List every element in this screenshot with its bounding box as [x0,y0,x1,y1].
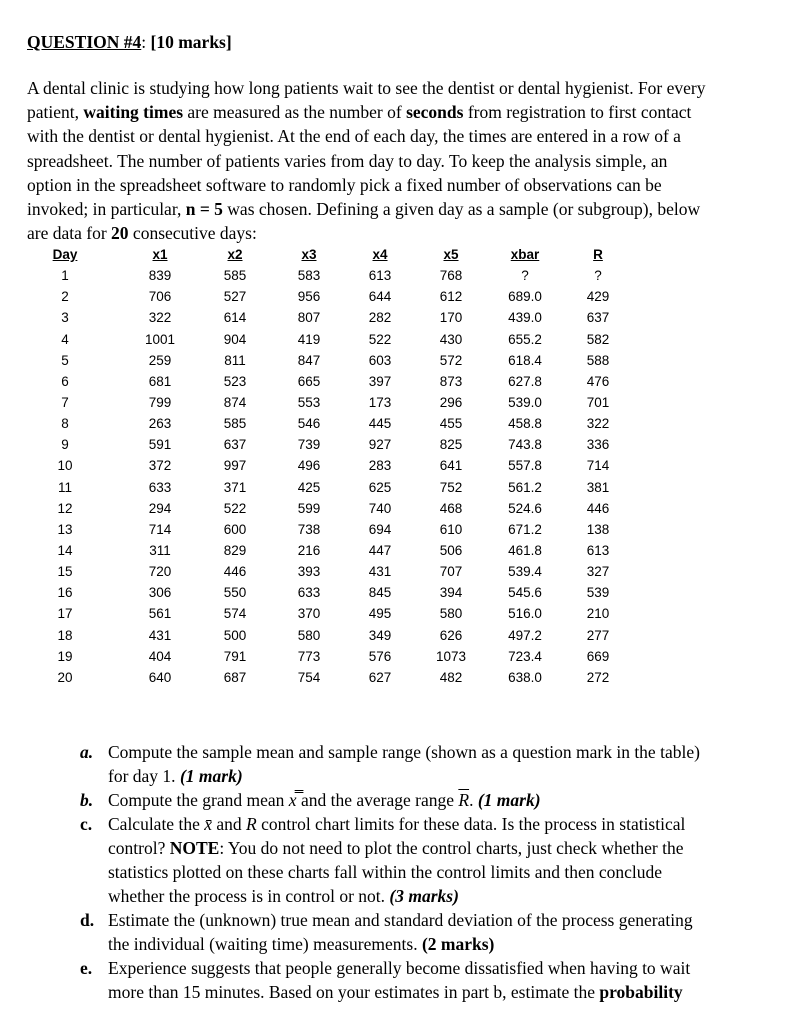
table-header-cell: x2 [227,247,243,262]
intro-text: patient, [27,102,84,123]
table-cell: 791 [223,648,247,664]
table-cell: 707 [439,564,463,580]
intro-emphasis: waiting times [83,102,184,123]
table-cell: 603 [368,352,392,368]
question-marks: (3 marks) [389,886,459,906]
question-text: the individual (waiting time) measurements. [108,934,422,954]
question-text: Compute the sample mean and sample range (shown as a question mark in the table) [108,742,700,762]
question-text: control? [108,838,170,858]
table-cell: 425 [297,479,321,495]
question-label: c. [80,814,93,834]
table-cell: 997 [223,458,247,474]
table-cell: 580 [297,627,321,643]
table-cell: 522 [368,331,392,347]
intro-emphasis: n [185,198,196,219]
table-cell: 259 [148,352,172,368]
intro-text: with the dentist or dental hygienist. At the end of each day, the times are entered in a row of a [27,126,681,147]
table-cell: 694 [368,521,392,537]
table-header-cell: x5 [443,247,459,262]
question-text: control chart limits for these data. Is the process in statistical [256,814,686,834]
heading-separator: : [141,32,151,52]
question-text: . [469,790,478,810]
table-cell: 599 [297,500,321,516]
table-cell: 689.0 [508,289,542,305]
table-cell: 638.0 [508,669,542,685]
question-text [108,884,800,908]
table-cell: 311 [149,542,171,558]
question-text: and the average range [296,790,459,810]
range-symbol: R [246,814,257,834]
table-cell: 561.2 [508,479,542,495]
table-cell: 752 [439,479,463,495]
table-cell: 5 [61,352,69,368]
grand-mean-symbol: x̿ [288,790,297,810]
intro-line [27,124,747,148]
table-cell: 627 [368,669,392,685]
question-e [80,956,800,1004]
table-cell: 322 [586,416,610,432]
table-cell: 13 [57,521,73,537]
table-cell: 173 [368,394,392,410]
table-cell: 524.6 [508,500,542,516]
question-text: statistics plotted on these charts fall within the control limits and then conclude [108,862,663,882]
table-cell: 550 [223,585,247,601]
table-cell: 627.8 [508,373,542,389]
table-cell: 576 [368,648,392,664]
table-cell: 574 [223,606,247,622]
table-cell: 927 [368,437,392,453]
table-header-cell: Day [52,247,78,262]
table-cell: 829 [223,542,247,558]
intro-text: option in the spreadsheet software to randomly pick a fixed number of observations can be [27,174,662,195]
question-marks: [10 marks] [150,32,232,52]
table-cell: 588 [586,352,610,368]
table-cell: 372 [148,458,172,474]
table-cell: 393 [297,564,321,580]
question-label: b. [80,790,94,810]
table-cell: 799 [148,394,172,410]
table-cell: 1 [61,268,69,284]
intro-line [27,149,747,173]
table-cell: 14 [57,542,73,558]
table-cell: 874 [223,394,247,410]
table-cell: 439.0 [508,310,542,326]
table-cell: 455 [439,416,463,432]
table-cell: 6 [61,373,69,389]
table-cell: 282 [368,310,392,326]
table-cell: 754 [297,669,321,685]
table-cell: 618.4 [508,352,542,368]
table-cell: 419 [297,331,321,347]
table-cell: 546 [297,416,321,432]
question-list [80,740,800,1004]
intro-text: invoked; in particular, [27,198,186,219]
table-cell: 640 [148,669,172,685]
table-cell: 671.2 [508,521,542,537]
table-cell: 447 [368,542,392,558]
table-cell: 539.4 [508,564,542,580]
table-cell: 539 [586,585,610,601]
table-cell: 637 [223,437,247,453]
table-header-cell: x3 [301,247,317,262]
table-cell: 2 [61,289,69,305]
table-header-cell: x4 [372,247,388,262]
table-cell: 612 [439,289,463,305]
table-cell: 11 [57,479,72,495]
table-cell: 845 [368,585,392,601]
table-cell: 633 [148,479,172,495]
table-cell: 322 [148,310,172,326]
table-cell: 431 [368,564,392,580]
table-cell: 283 [368,458,392,474]
table-cell: 768 [439,268,463,284]
table-cell: 523 [223,373,247,389]
question-marks: (1 mark) [179,766,243,786]
table-cell: 557.8 [508,458,542,474]
table-cell: 580 [439,606,463,622]
table-cell: 17 [57,606,73,622]
question-text: more than 15 minutes. Based on your estimates in part b, estimate the [108,982,600,1002]
table-cell: 585 [223,268,247,284]
table-cell: 263 [148,416,172,432]
table-cell: 539.0 [508,394,542,410]
table-cell: 381 [586,479,610,495]
table-cell: 614 [223,310,247,326]
table-cell: 430 [439,331,463,347]
table-cell: 956 [297,289,321,305]
table-cell: 644 [368,289,392,305]
table-cell: 8 [61,416,69,432]
table-cell: 349 [368,627,392,643]
table-cell: 720 [148,564,172,580]
question-emphasis: probability [599,982,683,1002]
intro-emphasis: 5 [214,198,223,219]
table-cell: 582 [586,331,610,347]
table-cell: 482 [439,669,463,685]
table-cell: 10 [57,458,73,474]
intro-text: consecutive days: [128,223,257,244]
table-cell: 873 [439,373,463,389]
intro-text: was chosen. Defining a given day as a sample (or subgroup), below [222,198,701,219]
question-d [80,908,800,956]
question-text: for day 1. [108,766,180,786]
table-cell: 216 [297,542,321,558]
table-cell: 811 [224,352,246,368]
table-cell: 9 [61,437,69,453]
table-cell: 370 [297,606,321,622]
question-text: whether the process is in control or not. [108,886,390,906]
intro-paragraph [27,76,747,245]
table-cell: 847 [297,352,321,368]
table-cell: 825 [439,437,463,453]
table-cell: 445 [368,416,392,432]
table-cell: 740 [368,500,392,516]
question-c [80,812,800,908]
question-marks: (2 marks) [421,934,495,954]
table-cell: 497.2 [508,627,542,643]
table-cell: 1073 [435,648,467,664]
question-text: : You do not need to plot the control charts, just check whether the [219,838,684,858]
table-cell: 296 [439,394,463,410]
table-cell: 743.8 [508,437,542,453]
table-cell: 613 [368,268,392,284]
table-cell: 610 [439,521,463,537]
table-cell: 15 [57,564,73,580]
average-range-symbol: $\overline{R}$ [458,790,470,810]
table-cell: 655.2 [508,331,542,347]
table-cell: 633 [297,585,321,601]
question-text: Estimate the (unknown) true mean and standard deviation of the process generating [108,910,693,930]
question-heading [27,32,232,53]
table-cell: 723.4 [508,648,542,664]
table-cell: 687 [223,669,247,685]
table-cell: 585 [223,416,247,432]
question-label: a. [80,742,94,762]
note-label: NOTE [169,838,220,858]
table-cell: 613 [586,542,610,558]
intro-emphasis: 20 [111,223,129,244]
intro-text: are measured as the number of [183,102,407,123]
table-cell: 16 [57,585,73,601]
intro-text: spreadsheet. The number of patients varies from day to day. To keep the analysis simple, an [27,150,668,171]
intro-line [27,221,747,245]
question-text [108,788,800,812]
table-cell: 522 [223,500,247,516]
question-label: d. [80,910,95,930]
table-cell: 600 [223,521,247,537]
table-cell: 626 [439,627,463,643]
table-cell: 18 [57,627,73,643]
intro-text: from registration to first contact [463,102,692,123]
question-text [108,980,800,1004]
table-cell: 294 [148,500,172,516]
table-cell: 12 [57,500,73,516]
table-cell: ? [594,268,602,284]
table-cell: 210 [586,606,610,622]
intro-line [27,100,747,124]
question-text: Compute the grand mean [108,790,289,810]
table-cell: 701 [586,394,610,410]
table-cell: 429 [586,289,610,305]
table-cell: ? [521,268,529,284]
question-number: QUESTION #4 [27,32,142,52]
table-cell: 637 [586,310,610,326]
table-cell: 706 [148,289,172,305]
table-cell: 714 [148,521,172,537]
table-cell: 714 [586,458,610,474]
table-cell: 272 [586,669,610,685]
table-cell: 327 [586,564,610,580]
table-cell: 839 [148,268,172,284]
table-cell: 527 [223,289,247,305]
table-cell: 496 [297,458,321,474]
table-cell: 4 [61,331,69,347]
table-cell: 625 [368,479,392,495]
question-text [108,932,800,956]
table-cell: 468 [439,500,463,516]
table-cell: 446 [586,500,610,516]
table-cell: 7 [61,394,69,410]
question-text: and [212,814,247,834]
table-cell: 773 [297,648,321,664]
table-cell: 495 [368,606,392,622]
table-cell: 371 [223,479,247,495]
table-header-cell: R [593,247,603,262]
intro-emphasis: seconds [406,102,464,123]
intro-text: are data for [27,223,112,244]
table-cell: 561 [148,606,172,622]
table-cell: 641 [439,458,463,474]
table-cell: 665 [297,373,321,389]
table-cell: 583 [297,268,321,284]
intro-line [27,76,747,100]
intro-text: A dental clinic is studying how long patients wait to see the dentist or dental hygienist. For every [27,78,706,98]
table-cell: 306 [148,585,172,601]
intro-line [27,173,747,197]
table-cell: 336 [586,437,610,453]
question-label: e. [80,958,93,978]
table-cell: 738 [297,521,321,537]
table-cell: 1001 [144,331,176,347]
table-cell: 3 [61,310,69,326]
question-text: Calculate the [108,814,205,834]
intro-emphasis: = [195,198,215,219]
table-header-cell: xbar [510,247,540,262]
table-cell: 446 [223,564,247,580]
table-header-cell: x1 [152,247,168,262]
table-cell: 545.6 [508,585,542,601]
intro-line [27,197,747,221]
table-cell: 739 [297,437,321,453]
table-cell: 277 [586,627,610,643]
table-cell: 397 [368,373,392,389]
table-cell: 461.8 [508,542,542,558]
table-cell: 138 [586,521,610,537]
table-cell: 904 [223,331,247,347]
table-cell: 19 [57,648,73,664]
question-text [108,764,800,788]
question-a [80,740,800,788]
table-cell: 476 [586,373,610,389]
table-cell: 506 [439,542,463,558]
table-cell: 807 [297,310,321,326]
table-cell: 500 [223,627,247,643]
question-text [108,812,800,836]
table-cell: 669 [586,648,610,664]
table-cell: 20 [57,669,73,685]
table-cell: 681 [148,373,172,389]
question-marks: (1 mark) [477,790,541,810]
table-cell: 170 [439,310,463,326]
table-cell: 591 [148,437,172,453]
table-cell: 458.8 [508,416,542,432]
table-cell: 431 [148,627,172,643]
question-text [108,836,800,860]
table-cell: 553 [297,394,321,410]
table-cell: 572 [439,352,463,368]
question-b [80,788,800,812]
table-cell: 394 [439,585,463,601]
table-cell: 404 [148,648,172,664]
table-cell: 516.0 [508,606,542,622]
question-text: Experience suggests that people generally become dissatisfied when having to wait [108,958,691,978]
mean-symbol: x̄ [204,814,212,834]
